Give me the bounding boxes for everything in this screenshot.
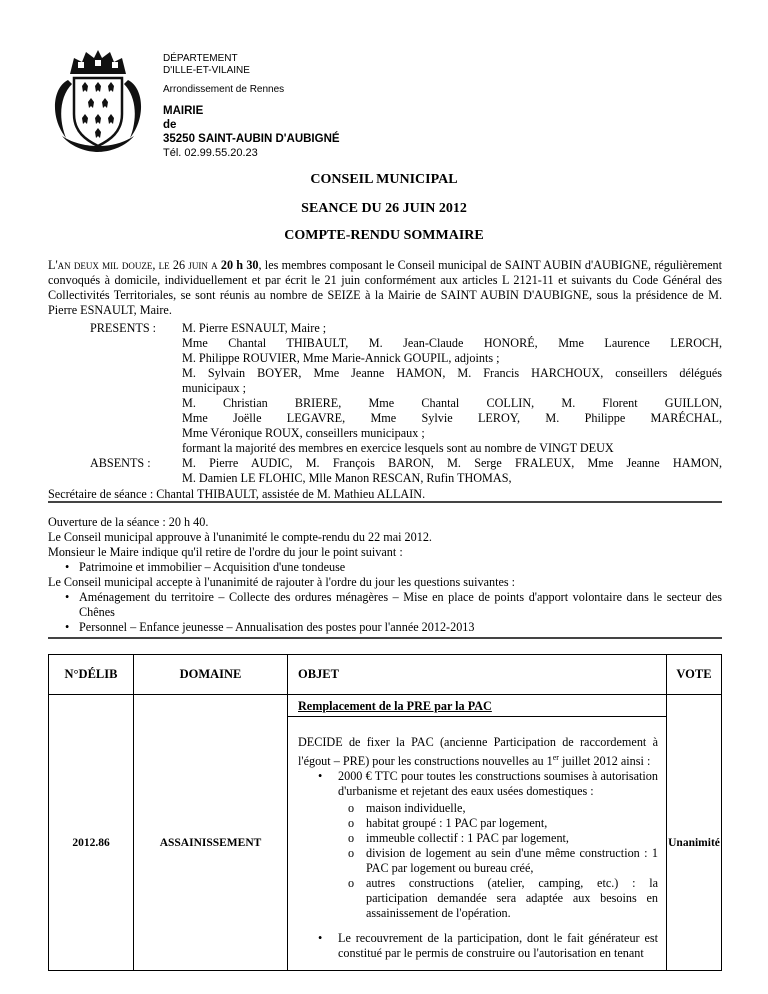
- secretary-line: Secrétaire de séance : Chantal THIBAULT, assistée de M. Mathieu ALLAIN.: [48, 487, 426, 501]
- vote-result: Unanimité: [667, 717, 722, 971]
- intro-rest: , les membres composant le Conseil municipal de SAINT AUBIN d'AUBIGNE, régulièrement convoqués à domicile, individuellement et par écrit le 21 juin conformément aux articles L 2121-11 et suivants du Code Général des Collectivités Territoriales, se sont réunis au nombre de SEIZE à la Mairie de SAINT AUBIN D'AUBIGNE, sous la présidence de M. Pierre ESNAULT, Maire.: [48, 258, 723, 317]
- withdrawn-item: • Patrimoine et immobilier – Acquisition d'une tondeuse: [63, 560, 722, 575]
- presents-line: M. Sylvain BOYER, Mme Jeanne HAMON, M. Francis HARCHOUX, conseillers délégués: [182, 366, 722, 380]
- title-conseil: CONSEIL MUNICIPAL: [310, 172, 458, 187]
- table-header-row: [49, 655, 722, 695]
- title-seance: SEANCE DU 26 JUIN 2012: [301, 201, 467, 216]
- recouvrement-item: • Le recouvrement de la participation, dont le fait générateur est constitué par le permis de construire ou l'autorisation en tenant: [316, 931, 658, 961]
- pac-sublist: [344, 801, 658, 921]
- presents-line: formant la majorité des membres en exercice lesquels sont au nombre de VINGT DEUX: [182, 441, 614, 455]
- presents-line: Mme Joëlle LEGAVRE, Mme Sylvie LEROY, M. Philippe MARÉCHAL,: [182, 411, 722, 425]
- pac-subitem: o division de logement au sein d'une même construction : 1 PAC par logement ou bureau créé,: [344, 846, 658, 876]
- intro-time: 20 h 30: [217, 258, 259, 272]
- coat-of-arms-logo: [48, 48, 148, 154]
- header-objet: OBJET: [288, 655, 667, 695]
- added-item: • Aménagement du territoire – Collecte des ordures ménagères – Mise en place de points d'apport volontaire dans le secteur des Chênes: [63, 590, 722, 620]
- decide-paragraph: DECIDE de fixer la PAC (ancienne Participation de raccordement à l'égout – PRE) pour les constructions nouvelles au 1er juillet 2012 ainsi :: [298, 735, 658, 769]
- absents-label: ABSENTS :: [90, 456, 151, 470]
- mairie-label: MAIRIE: [163, 105, 204, 117]
- pac-subitem: o maison individuelle,: [344, 801, 658, 816]
- pac-subitem: o habitat groupé : 1 PAC par logement,: [344, 816, 658, 831]
- presents-line: M. Christian BRIERE, Mme Chantal COLLIN, M. Florent GUILLON,: [182, 396, 722, 410]
- added-item: • Personnel – Enfance jeunesse – Annualisation des postes pour l'année 2012-2013: [63, 620, 722, 635]
- arrondissement: Arrondissement de Rennes: [163, 84, 285, 95]
- opening-line: Le Conseil municipal approuve à l'unanimité le compte-rendu du 22 mai 2012.: [48, 530, 432, 544]
- department-header: [163, 53, 340, 159]
- commune-name: 35250 SAINT-AUBIN D'AUBIGNÉ: [163, 133, 340, 145]
- presents-line: M. Philippe ROUVIER, Mme Marie-Annick GOUPIL, adjoints ;: [182, 351, 500, 365]
- pac-subitem: o autres constructions (atelier, camping, etc.) : la participation demandée sera adaptée aux besoins en assainissement de l'opération.: [344, 876, 658, 921]
- opening-block: [48, 515, 722, 635]
- delib-objet: [288, 717, 667, 971]
- opening-line: Ouverture de la séance : 20 h 40.: [48, 515, 209, 529]
- presents-line: municipaux ;: [182, 381, 246, 395]
- pac-amount-item: • 2000 € TTC pour toutes les constructions soumises à autorisation d'urbanisme et rejetant des eaux usées domestiques :: [316, 769, 658, 799]
- delib-domain: ASSAINISSEMENT: [134, 717, 288, 971]
- telephone: Tél. 02.99.55.20.23: [163, 147, 258, 159]
- department-line1: DÉPARTEMENT: [163, 53, 238, 64]
- intro-paragraph: [48, 258, 722, 318]
- opening-line: Le Conseil municipal accepte à l'unanimité de rajouter à l'ordre du jour les questions suivantes :: [48, 575, 516, 589]
- presents-label: PRESENTS :: [90, 321, 157, 335]
- title-compte-rendu: COMPTE-RENDU SOMMAIRE: [284, 228, 484, 243]
- pac-subitem: o immeuble collectif : 1 PAC par logement,: [344, 831, 658, 846]
- objet-title: Remplacement de la PRE par la PAC: [298, 699, 492, 713]
- header-domaine: DOMAINE: [134, 655, 288, 695]
- separator-rule: [48, 637, 722, 639]
- presents-list: [182, 321, 722, 486]
- separator-rule: [48, 501, 722, 503]
- presents-line: M. Pierre ESNAULT, Maire ;: [182, 321, 327, 335]
- intro-smallcaps-2: juin a: [188, 258, 218, 272]
- table-row: [49, 717, 722, 971]
- absents-line: M. Damien LE FLOHIC, Mlle Manon RESCAN, Rufin THOMAS,: [182, 471, 512, 485]
- department-line2: D'ILLE-ET-VILAINE: [163, 65, 250, 76]
- absents-line: M. Pierre AUDIC, M. François BARON, M. Serge FRALEUX, Mme Jeanne HAMON,: [182, 456, 722, 470]
- presents-line: Mme Véronique ROUX, conseillers municipaux ;: [182, 426, 425, 440]
- intro-day: 26: [169, 258, 189, 272]
- opening-line: Monsieur le Maire indique qu'il retire de l'ordre du jour le point suivant :: [48, 545, 403, 559]
- intro-smallcaps-1: L'an deux mil douze, le: [48, 258, 170, 272]
- table-row: [49, 695, 722, 717]
- delib-number: 2012.86: [49, 717, 134, 971]
- header-num: N°DÉLIB: [49, 655, 134, 695]
- presents-line: Mme Chantal THIBAULT, M. Jean-Claude HONORÉ, Mme Laurence LEROCH,: [182, 336, 722, 350]
- deliberations-table: [48, 654, 722, 971]
- mairie-de: de: [163, 119, 177, 131]
- header-vote: VOTE: [667, 655, 722, 695]
